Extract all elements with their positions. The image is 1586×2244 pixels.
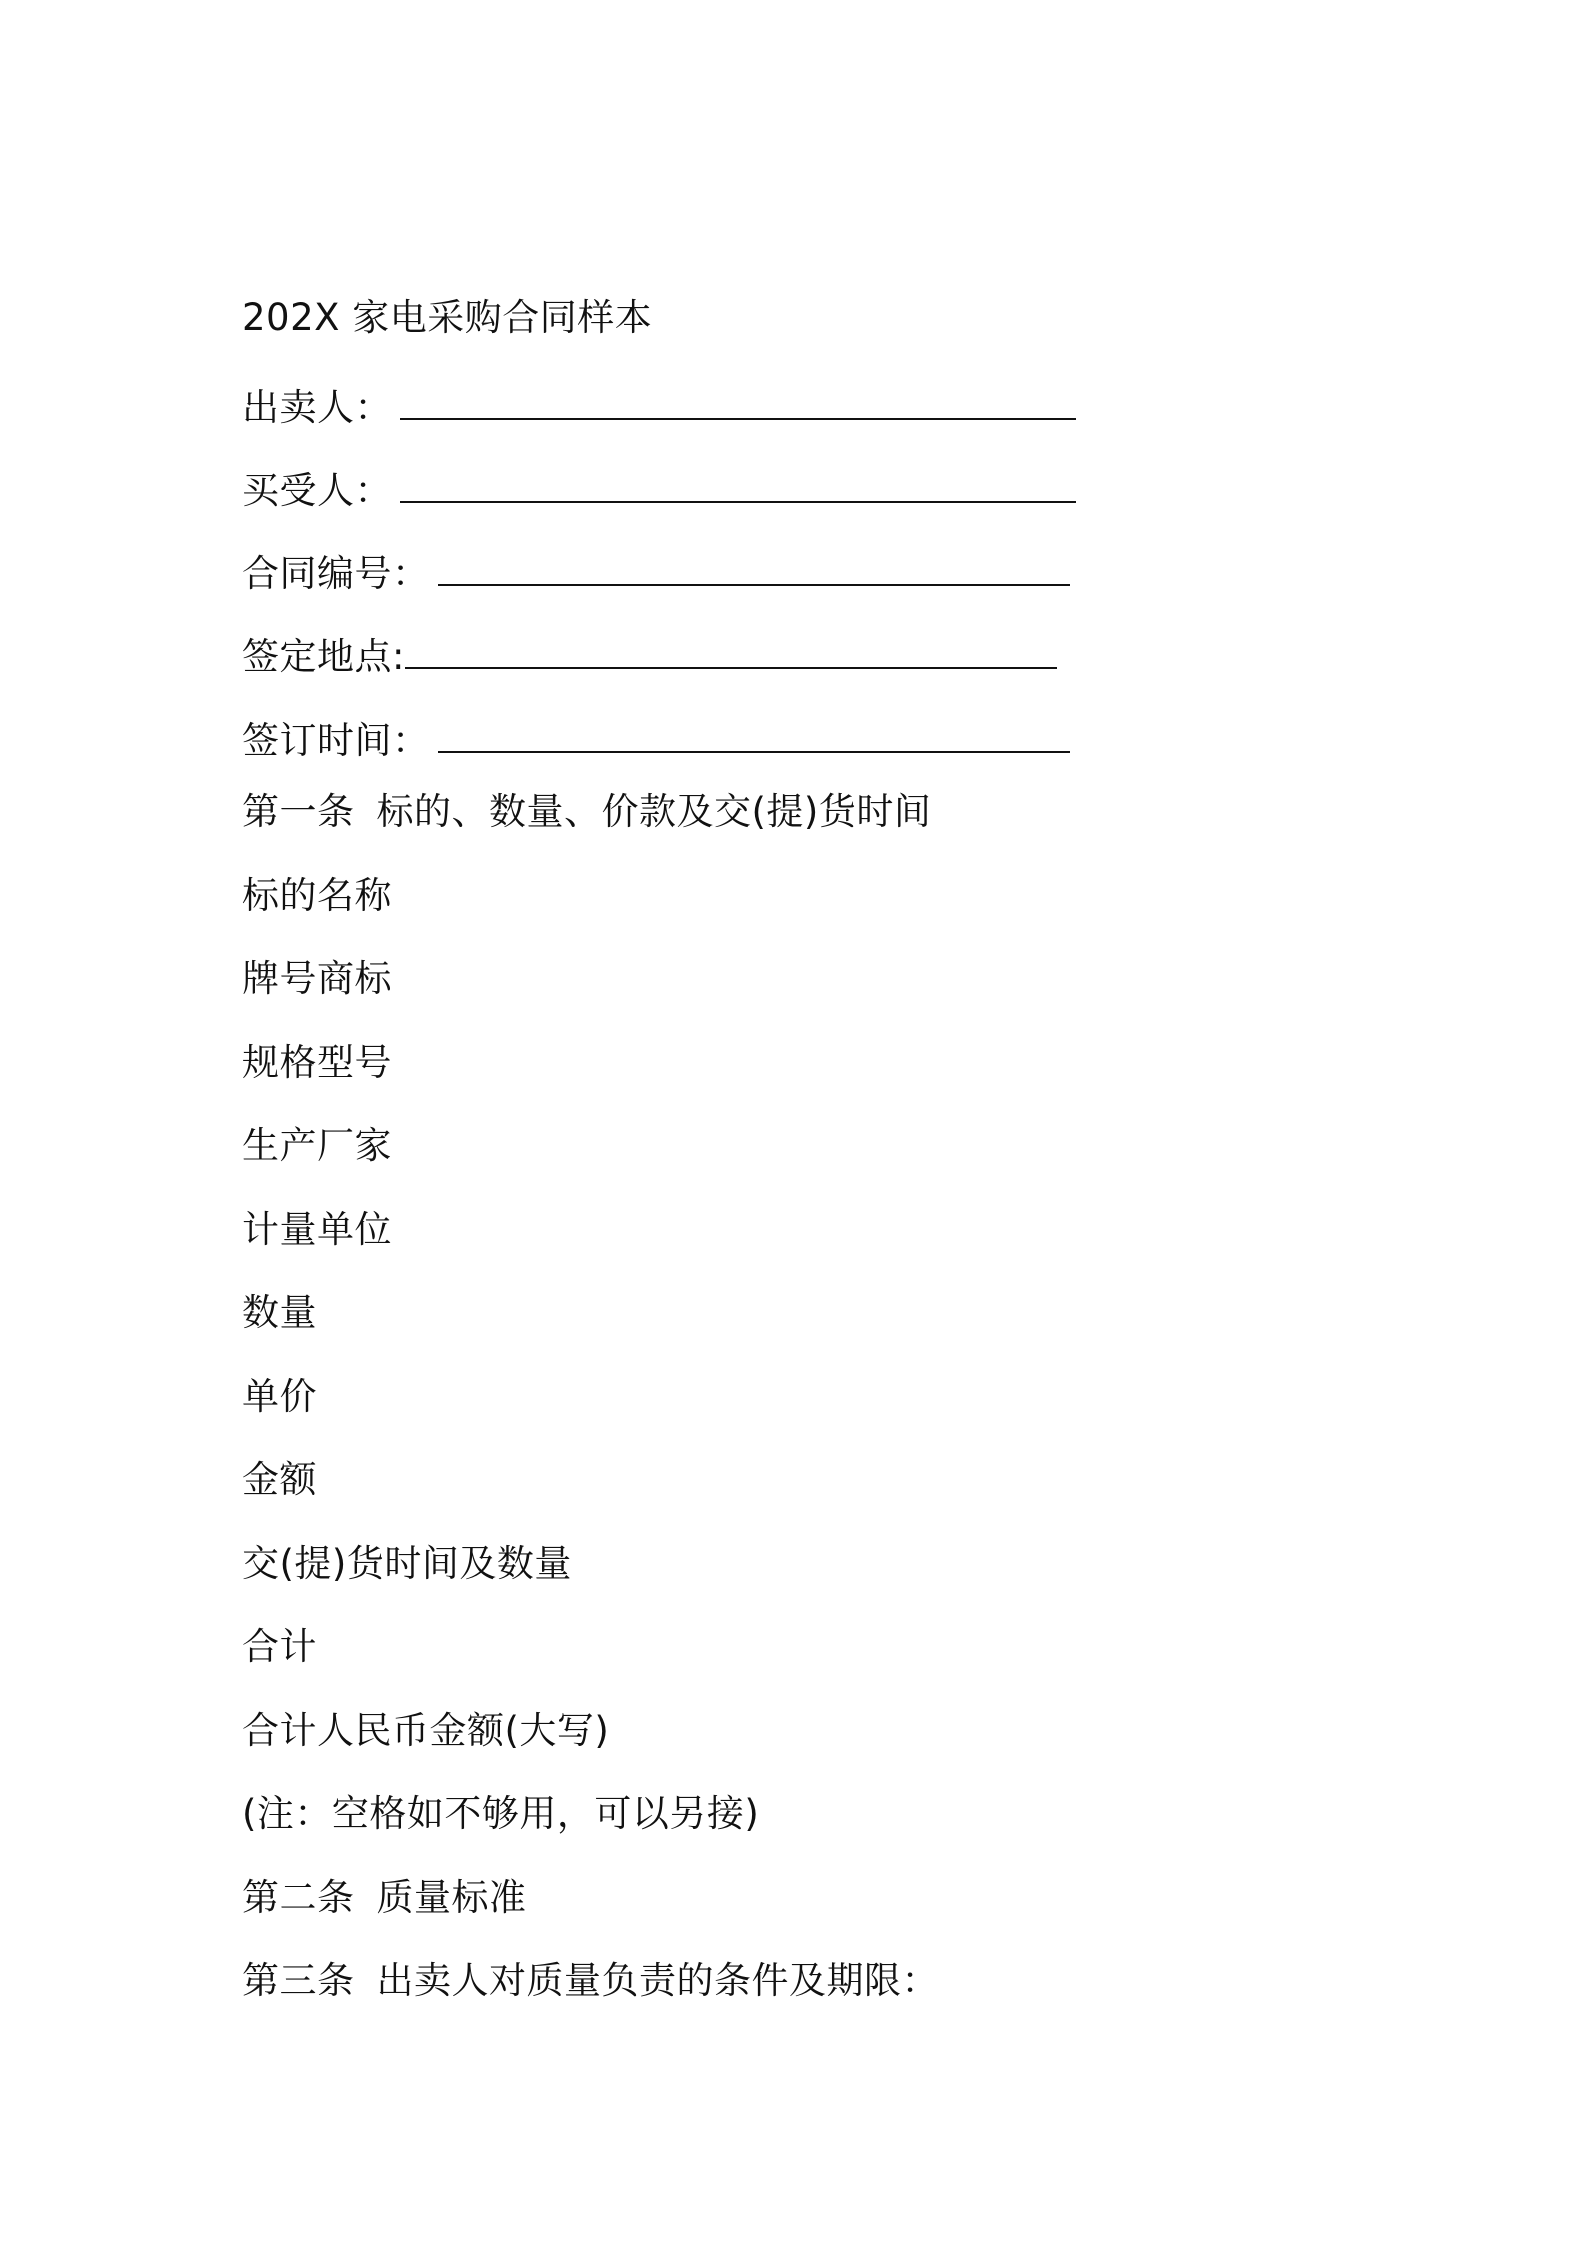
- article-2-number: 第二条: [242, 1876, 355, 1919]
- field-signing-time-label: 签订时间：: [242, 719, 430, 762]
- field-seller-blank[interactable]: [400, 380, 1076, 420]
- field-signing-place-label: 签定地点:: [242, 635, 405, 678]
- article-1-item-delivery-time: 交(提)货时间及数量: [242, 1542, 572, 1585]
- article-1-item-brand: 牌号商标: [242, 957, 392, 1000]
- article-1-note: (注：空格如不够用，可以另接): [242, 1792, 760, 1835]
- document-title: 202X 家电采购合同样本: [242, 296, 653, 339]
- article-2-title: 质量标准: [376, 1876, 527, 1919]
- article-1-item-unit-price: 单价: [242, 1375, 317, 1418]
- field-seller: [242, 380, 1076, 430]
- article-3-title: 出卖人对质量负责的条件及期限：: [376, 1959, 939, 2002]
- field-signing-time: [242, 713, 1070, 763]
- field-buyer: [242, 463, 1076, 513]
- article-1-heading: [242, 790, 931, 834]
- field-signing-time-blank[interactable]: [438, 713, 1070, 753]
- field-buyer-blank[interactable]: [400, 463, 1076, 503]
- field-signing-place-blank[interactable]: [405, 629, 1057, 669]
- article-3-heading: [242, 1959, 939, 2003]
- field-contract-number-blank[interactable]: [438, 546, 1070, 586]
- article-1-item-spec-model: 规格型号: [242, 1041, 392, 1084]
- article-2-heading: [242, 1876, 527, 1920]
- article-1-item-quantity: 数量: [242, 1291, 317, 1334]
- article-1-item-amount: 金额: [242, 1458, 317, 1501]
- field-seller-label: 出卖人：: [242, 386, 392, 429]
- field-contract-number-label: 合同编号：: [242, 552, 430, 595]
- article-1-item-total-rmb: 合计人民币金额(大写): [242, 1709, 610, 1752]
- article-3-number: 第三条: [242, 1959, 355, 2002]
- article-1-title: 标的、数量、价款及交(提)货时间: [376, 790, 932, 833]
- field-signing-place: [242, 629, 1057, 679]
- field-contract-number: [242, 546, 1070, 596]
- article-1-item-total: 合计: [242, 1625, 317, 1668]
- article-1-item-unit: 计量单位: [242, 1208, 392, 1251]
- article-1-item-subject-name: 标的名称: [242, 874, 392, 917]
- field-buyer-label: 买受人：: [242, 469, 392, 512]
- article-1-number: 第一条: [242, 790, 355, 833]
- article-1-item-manufacturer: 生产厂家: [242, 1124, 392, 1167]
